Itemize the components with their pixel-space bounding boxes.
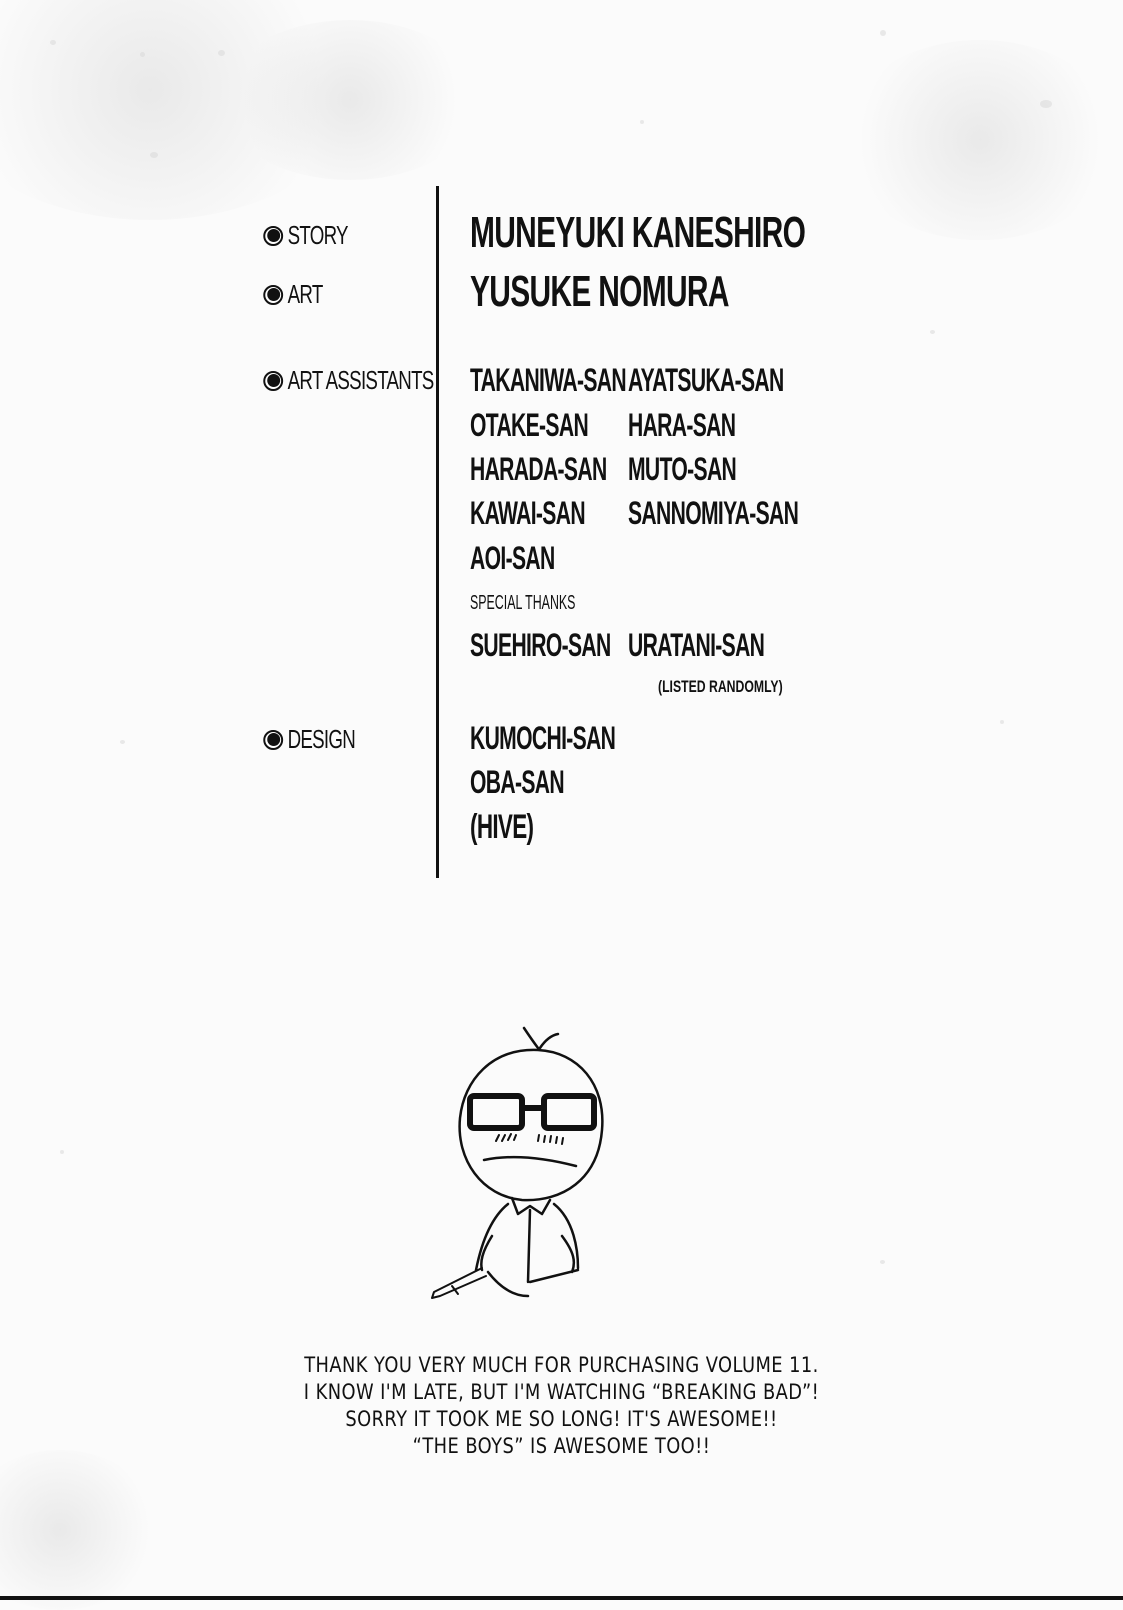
assistant-name: TAKANIWA-SAN (470, 362, 626, 398)
special-thanks-name: URATANI-SAN (628, 627, 765, 663)
role-label: STORY (287, 220, 348, 250)
bullet-icon (263, 730, 283, 750)
bullet-icon (263, 285, 283, 305)
assistant-name: MUTO-SAN (628, 451, 737, 487)
role-label: DESIGN (287, 724, 356, 754)
special-thanks-name: SUEHIRO-SAN (470, 627, 611, 663)
story-credit: MUNEYUKI KANESHIRO (470, 208, 806, 257)
assistant-name: AOI-SAN (470, 540, 555, 576)
assistant-name: OTAKE-SAN (470, 407, 589, 443)
bullet-icon (263, 371, 283, 391)
message-line: “THE BOYS” IS AWESOME TOO!! (412, 1434, 711, 1458)
role-design (266, 724, 355, 755)
message-line: THANK YOU VERY MUCH FOR PURCHASING VOLUME 11. (304, 1353, 819, 1377)
design-name: KUMOCHI-SAN (470, 720, 616, 756)
credits-divider (436, 186, 439, 878)
assistant-name: KAWAI-SAN (470, 495, 585, 531)
design-name: OBA-SAN (470, 764, 564, 800)
role-art (266, 279, 323, 310)
role-story (266, 220, 348, 251)
art-credit: YUSUKE NOMURA (470, 267, 729, 316)
assistant-name: SANNOMIYA-SAN (628, 495, 799, 531)
page-bottom-border (0, 1596, 1123, 1600)
role-label: ART (287, 279, 323, 309)
assistant-name: HARA-SAN (628, 407, 736, 443)
assistant-name: HARADA-SAN (470, 451, 607, 487)
special-thanks-label: SPECIAL THANKS (470, 592, 576, 614)
author-message (0, 1352, 1123, 1460)
design-name: (HIVE) (470, 808, 534, 846)
role-label: ART ASSISTANTS (287, 365, 434, 395)
bullet-icon (263, 226, 283, 246)
role-art-assistants (266, 365, 434, 396)
author-portrait-illustration (412, 1000, 612, 1300)
message-line: SORRY IT TOOK ME SO LONG! IT'S AWESOME!! (345, 1407, 778, 1431)
message-line: I KNOW I'M LATE, BUT I'M WATCHING “BREAKING BAD”! (303, 1380, 820, 1404)
assistant-name: AYATSUKA-SAN (628, 362, 784, 398)
listed-randomly-note: (LISTED RANDOMLY) (658, 677, 783, 696)
